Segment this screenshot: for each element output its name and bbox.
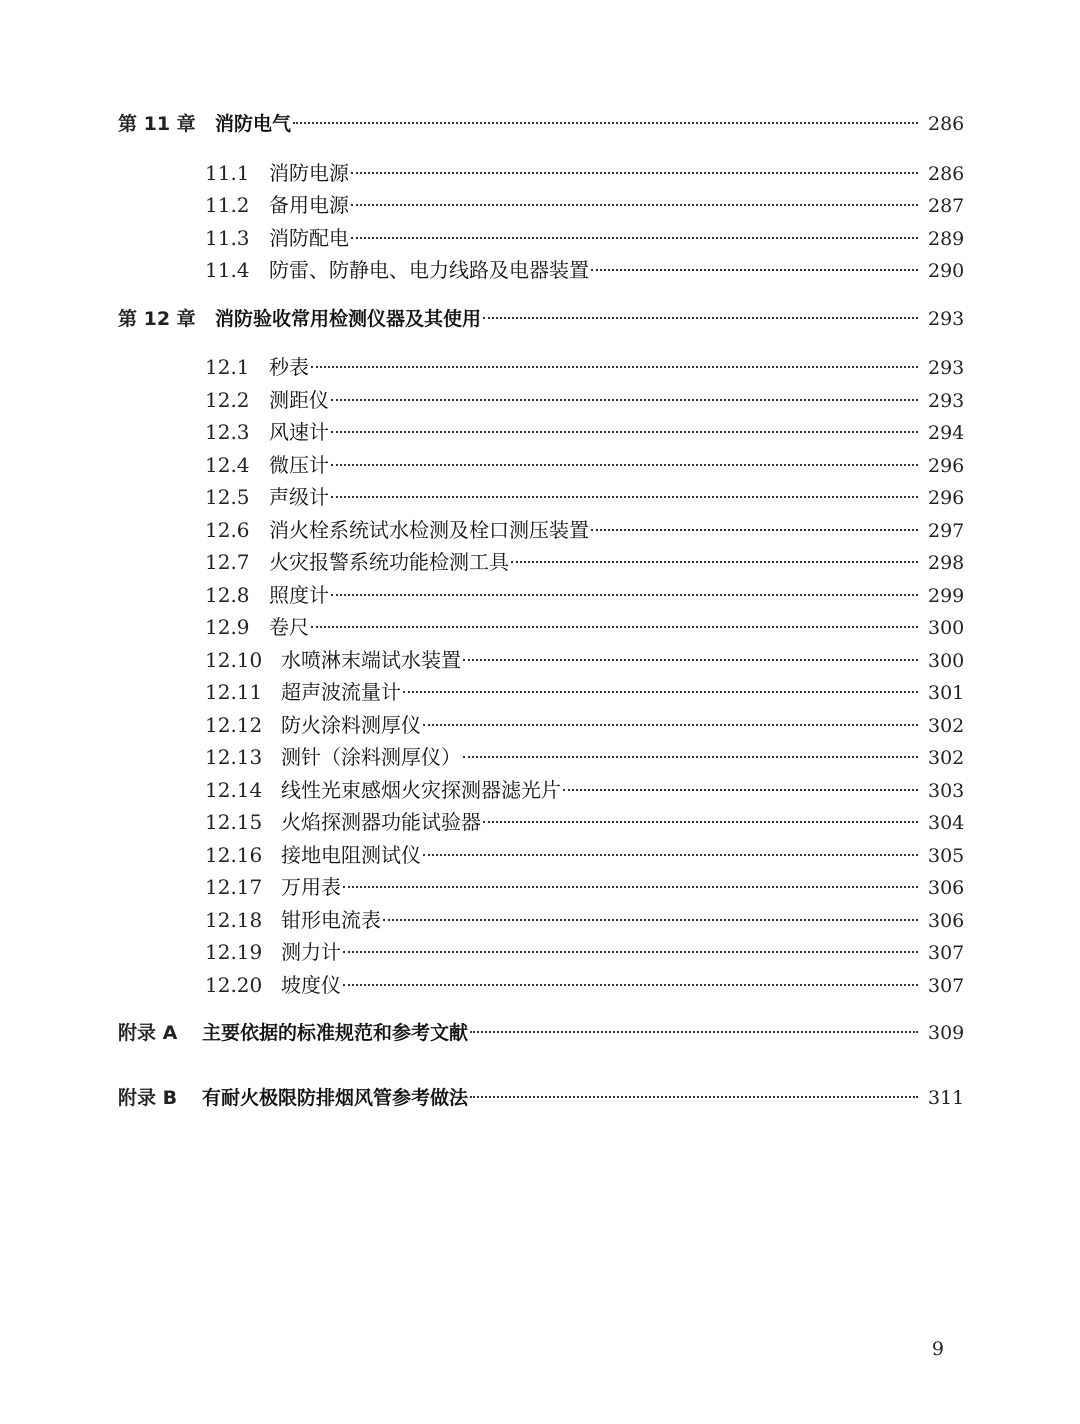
section-title: 卷尺 [269, 615, 309, 639]
toc-entry-11-2[interactable] [118, 189, 965, 222]
dot-leader [591, 528, 918, 531]
section-title: 水喷淋末端试水装置 [281, 647, 461, 672]
toc-entry-12-18[interactable] [118, 904, 965, 937]
chapter-number: 第 12 章 [118, 307, 196, 330]
toc-entry-12-17[interactable] [118, 871, 965, 904]
section-title: 钳形电流表 [281, 907, 381, 932]
section-title: 防雷、防静电、电力线路及电器装置 [269, 258, 589, 282]
dot-leader [470, 1030, 918, 1033]
page-ref: 309 [928, 1022, 965, 1044]
toc-entry-12-2[interactable] [118, 384, 965, 417]
dot-leader [331, 463, 918, 466]
page-ref: 297 [928, 519, 965, 542]
section-number: 11.4 [205, 258, 250, 282]
appendix-title: 主要依据的标准规范和参考文献 [202, 1022, 469, 1044]
toc-entry-11-1[interactable] [118, 157, 965, 190]
dot-leader [423, 853, 918, 856]
page-ref: 307 [928, 942, 965, 964]
section-title: 测力计 [281, 940, 341, 964]
page-ref: 294 [928, 422, 965, 444]
section-number: 12.14 [205, 777, 263, 802]
section-title: 接地电阻测试仪 [281, 842, 421, 867]
dot-leader [343, 950, 918, 953]
toc-entry-12-8[interactable] [118, 579, 965, 612]
page-ref: 304 [928, 812, 965, 834]
section-number: 12.5 [205, 485, 250, 509]
section-number: 12.4 [205, 452, 250, 477]
dot-leader [423, 723, 918, 726]
toc-entry-12-11[interactable] [118, 676, 965, 709]
section-number: 12.20 [205, 972, 263, 997]
page-ref: 307 [928, 974, 965, 997]
appendix-label: 附录 B [118, 1086, 178, 1109]
section-title: 线性光束感烟火灾探测器滤光片 [281, 777, 561, 802]
page-ref: 303 [928, 779, 965, 802]
chapter-title: 消防电气 [215, 113, 292, 135]
section-title: 消防电源 [269, 160, 349, 185]
page-ref: 293 [928, 357, 965, 379]
section-title: 消防配电 [269, 225, 349, 250]
toc-entry-12-9[interactable] [118, 611, 965, 644]
page-ref: 306 [928, 877, 965, 899]
page-ref: 299 [928, 584, 965, 607]
section-title: 测距仪 [269, 387, 329, 412]
toc-entry-12-4[interactable] [118, 449, 965, 482]
toc-entry-12-14[interactable] [118, 774, 965, 807]
dot-leader [343, 983, 918, 986]
toc-entry-11-4[interactable] [118, 254, 965, 287]
page-number: 9 [931, 1338, 944, 1360]
dot-leader [331, 593, 918, 596]
section-number: 12.1 [205, 355, 250, 379]
page-ref: 289 [928, 227, 965, 250]
toc-entry-12-12[interactable] [118, 709, 965, 742]
dot-leader [311, 365, 918, 368]
dot-leader [331, 398, 918, 401]
section-title: 防火涂料测厚仪 [281, 712, 421, 737]
section-number: 12.7 [205, 550, 250, 574]
toc-entry-12-10[interactable] [118, 644, 965, 677]
section-title: 火灾报警系统功能检测工具 [269, 550, 509, 574]
section-number: 12.2 [205, 387, 250, 412]
dot-leader [463, 755, 918, 758]
section-number: 12.8 [205, 582, 250, 607]
page-ref: 287 [928, 195, 965, 217]
toc-entry-12-6[interactable] [118, 514, 965, 547]
toc-appendix-b[interactable] [118, 1082, 965, 1115]
section-title: 声级计 [269, 485, 329, 509]
page-ref: 296 [928, 454, 965, 477]
dot-leader [331, 430, 918, 433]
section-number: 11.1 [205, 160, 250, 185]
page-ref: 300 [928, 617, 965, 639]
dot-leader [563, 788, 918, 791]
section-number: 12.9 [205, 615, 250, 639]
section-title: 微压计 [269, 452, 329, 477]
section-number: 12.18 [205, 907, 263, 932]
chapter-number: 第 11 章 [118, 113, 196, 135]
page-ref: 302 [928, 714, 965, 737]
section-number: 12.16 [205, 842, 263, 867]
page-ref: 296 [928, 487, 965, 509]
page-ref: 305 [928, 844, 965, 867]
dot-leader [483, 820, 918, 823]
page-ref: 298 [928, 552, 965, 574]
section-title: 秒表 [269, 355, 309, 379]
section-number: 12.11 [205, 680, 263, 704]
toc-appendix-a[interactable] [118, 1017, 965, 1050]
appendix-label: 附录 A [118, 1022, 178, 1044]
toc-entry-12-5[interactable] [118, 481, 965, 514]
dot-leader [351, 171, 918, 174]
toc-entry-12-13[interactable] [118, 741, 965, 774]
page-ref: 286 [928, 113, 965, 135]
page-ref: 286 [928, 162, 965, 185]
toc-entry-12-3[interactable] [118, 416, 965, 449]
section-title: 消火栓系统试水检测及栓口测压装置 [269, 517, 589, 542]
table-of-contents [118, 108, 965, 1114]
chapter-title: 消防验收常用检测仪器及其使用 [215, 307, 482, 330]
section-title: 照度计 [269, 582, 329, 607]
page-ref: 301 [928, 682, 965, 704]
section-number: 12.15 [205, 810, 263, 834]
toc-chapter-11[interactable] [118, 108, 965, 141]
page-ref: 290 [928, 260, 965, 282]
section-title: 坡度仪 [281, 972, 341, 997]
appendix-title: 有耐火极限防排烟风管参考做法 [202, 1086, 469, 1109]
toc-entry-12-19[interactable] [118, 936, 965, 969]
section-number: 12.3 [205, 420, 250, 444]
section-title: 风速计 [269, 420, 329, 444]
section-title: 火焰探测器功能试验器 [281, 810, 481, 834]
page-ref: 300 [928, 649, 965, 672]
section-title: 测针（涂料测厚仪） [281, 745, 461, 769]
section-number: 11.3 [205, 225, 250, 250]
section-number: 12.17 [205, 875, 263, 899]
toc-entry-12-16[interactable] [118, 839, 965, 872]
toc-entry-12-15[interactable] [118, 806, 965, 839]
dot-leader [511, 560, 918, 563]
dot-leader [403, 690, 918, 693]
section-number: 12.19 [205, 940, 263, 964]
toc-entry-12-20[interactable] [118, 969, 965, 1002]
page-ref: 311 [928, 1086, 965, 1109]
section-number: 12.10 [205, 647, 263, 672]
page-ref: 306 [928, 909, 965, 932]
toc-entry-11-3[interactable] [118, 222, 965, 255]
dot-leader [293, 121, 918, 124]
section-title: 超声波流量计 [281, 680, 401, 704]
dot-leader [470, 1095, 918, 1098]
dot-leader [351, 236, 918, 239]
toc-entry-12-1[interactable] [118, 351, 965, 384]
dot-leader [311, 625, 918, 628]
section-number: 12.6 [205, 517, 250, 542]
section-number: 12.13 [205, 745, 263, 769]
section-title: 万用表 [281, 875, 341, 899]
dot-leader [591, 268, 918, 271]
page-ref: 302 [928, 747, 965, 769]
toc-chapter-12[interactable] [118, 303, 965, 336]
dot-leader [383, 918, 918, 921]
toc-entry-12-7[interactable] [118, 546, 965, 579]
section-number: 11.2 [205, 193, 250, 217]
page-ref: 293 [928, 389, 965, 412]
page-ref: 293 [928, 307, 965, 330]
dot-leader [343, 885, 918, 888]
dot-leader [463, 658, 918, 661]
dot-leader [483, 316, 918, 319]
dot-leader [351, 203, 918, 206]
dot-leader [331, 495, 918, 498]
section-number: 12.12 [205, 712, 263, 737]
section-title: 备用电源 [269, 193, 349, 217]
